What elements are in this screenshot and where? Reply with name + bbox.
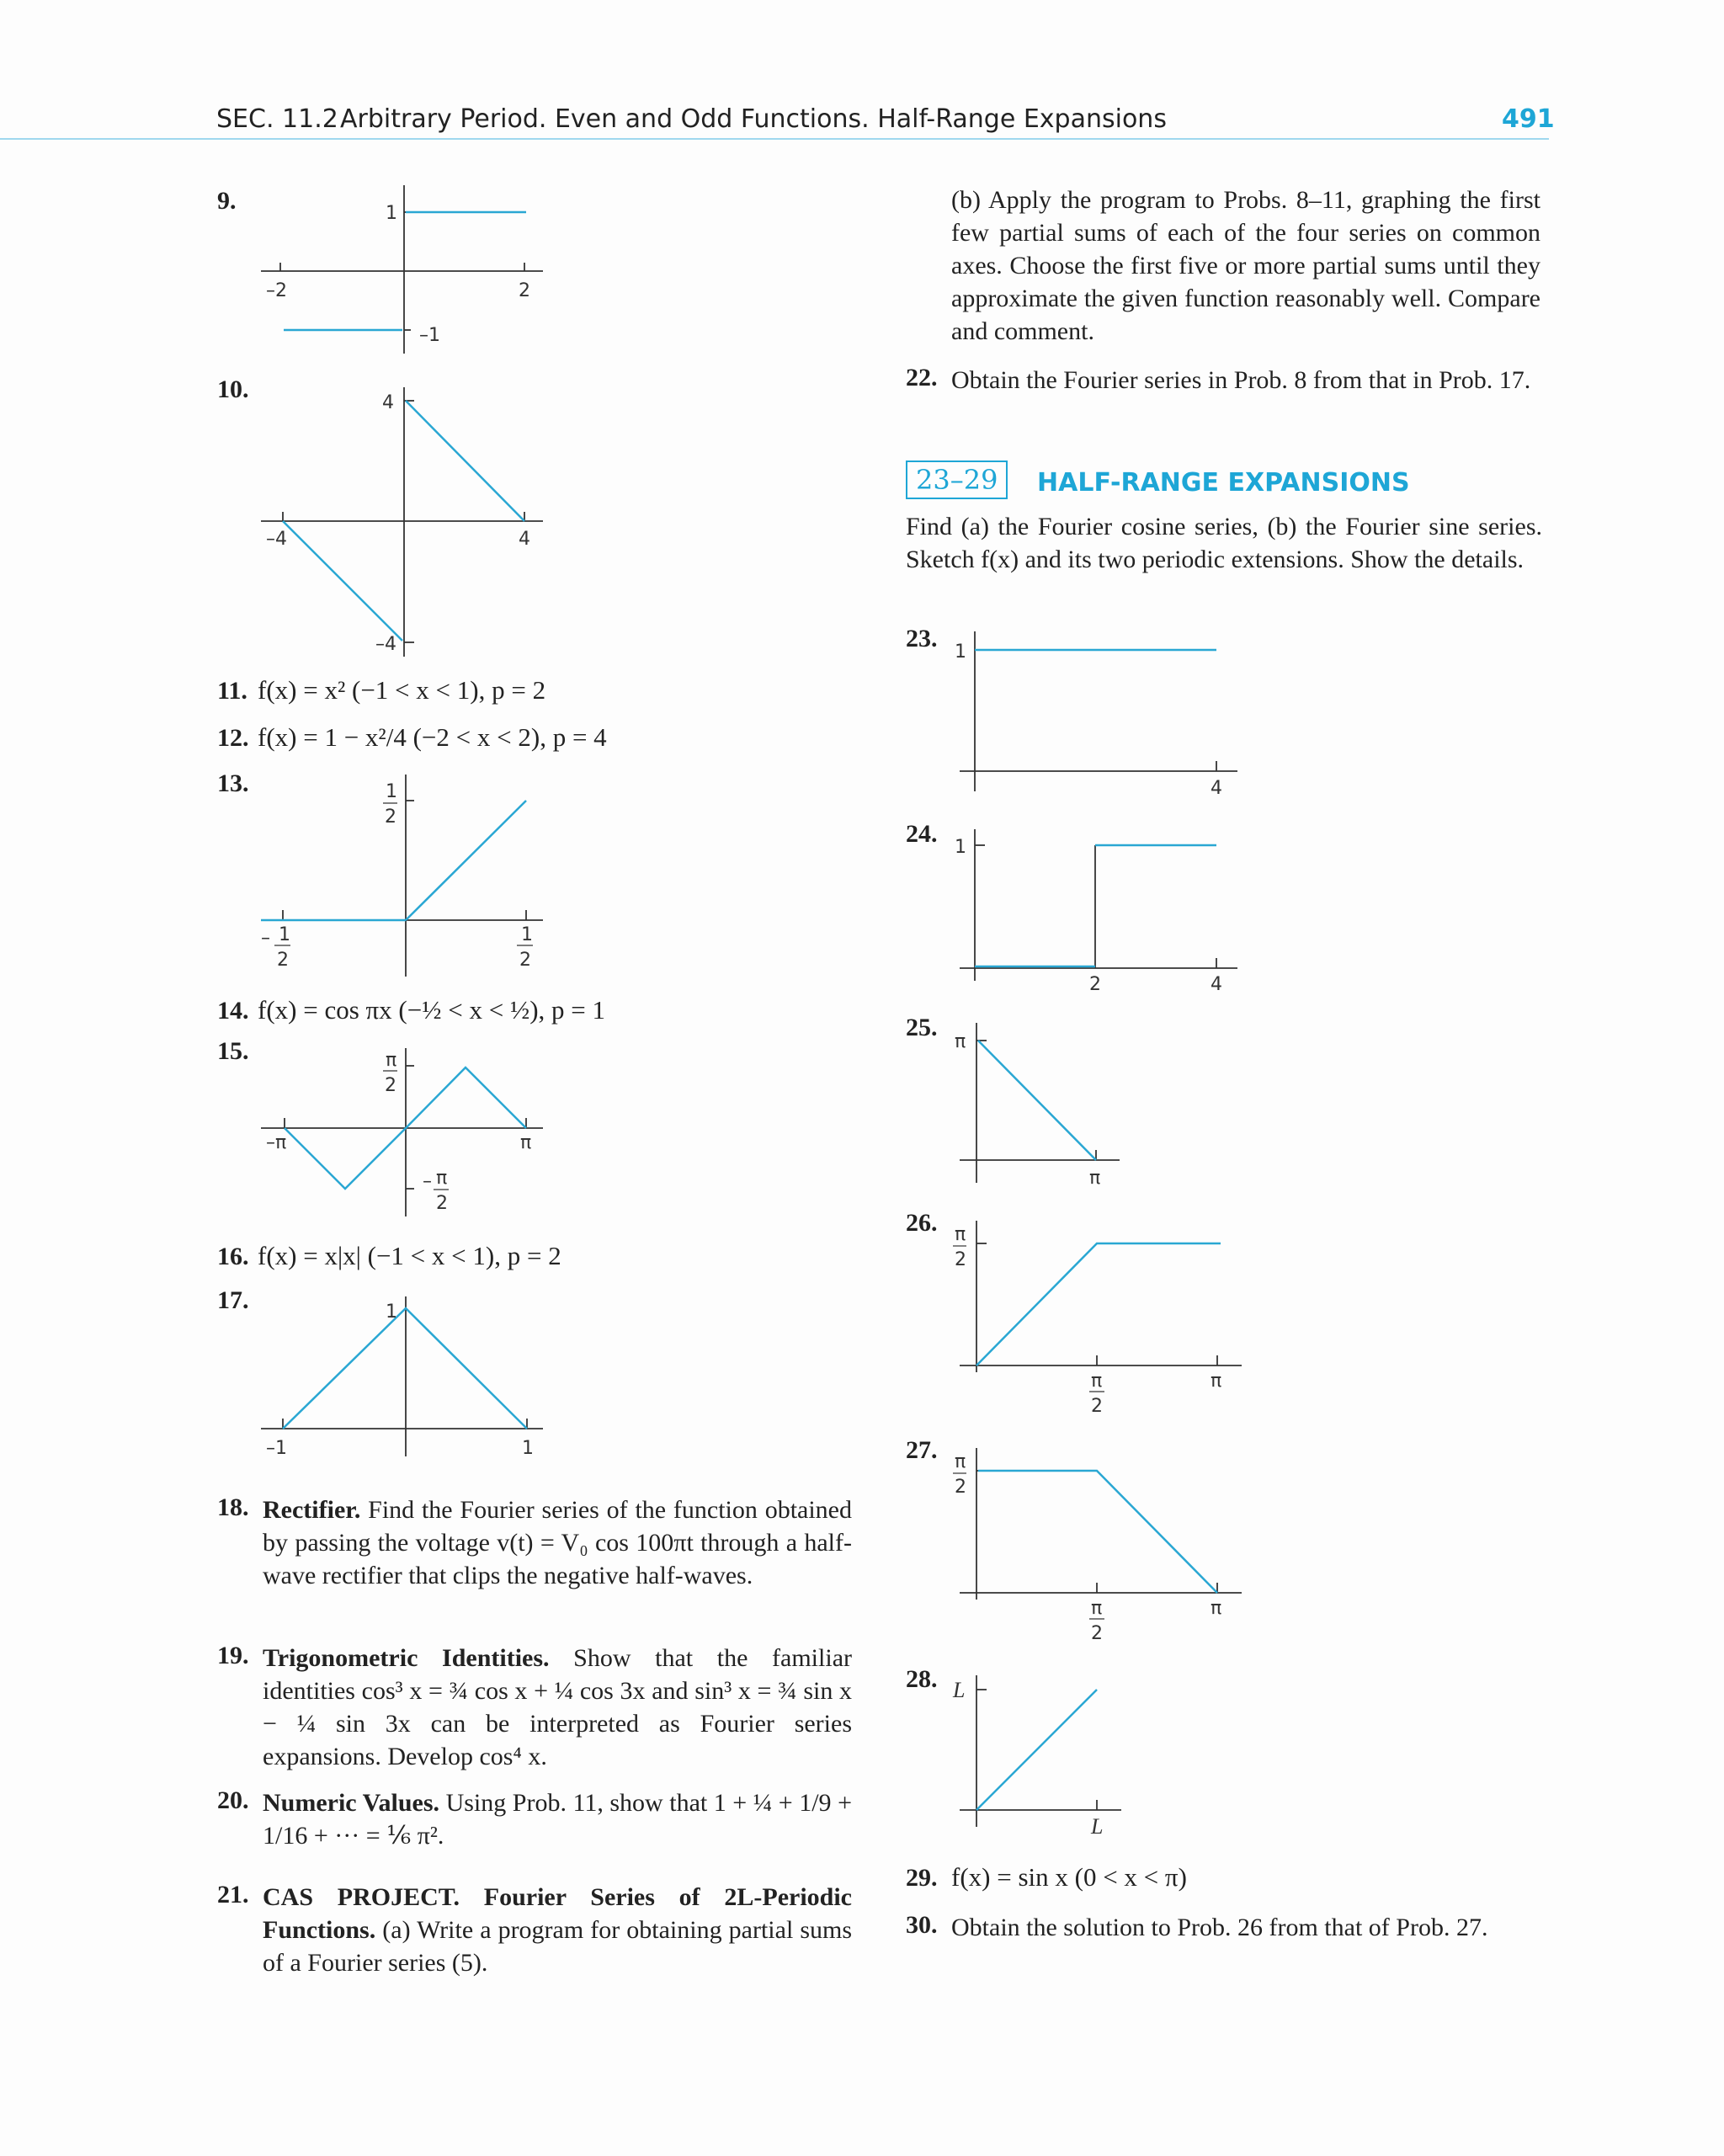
label-x-den: 2 — [1091, 1396, 1103, 1417]
label-x1: 1 — [522, 1438, 534, 1459]
label-xm-num: 1 — [279, 924, 290, 945]
label-xm2: –2 — [266, 280, 287, 301]
problem-17-graph — [253, 1292, 556, 1461]
label-xL: L — [1091, 1814, 1104, 1839]
running-header-title: Arbitrary Period. Even and Odd Functions. Half-Range Expansions — [340, 104, 1167, 134]
label-y-num: π — [955, 1224, 966, 1245]
problem-19 — [263, 1642, 852, 1773]
problem-20-text: Using Prob. 11, show that 1 + ¼ + 1/9 + 1/16 + ··· = ⅙ π². — [263, 1789, 853, 1850]
label-ym-den: 2 — [436, 1193, 448, 1214]
label-y-num: π — [955, 1451, 966, 1472]
problem-17-number: 17. — [217, 1286, 249, 1314]
problem-27-graph — [943, 1444, 1246, 1646]
problem-26-number: 26. — [906, 1209, 938, 1237]
label-x4: 4 — [519, 529, 530, 550]
problem-12-text: f(x) = 1 − x²/4 (−2 < x < 2), p = 4 — [258, 722, 607, 752]
problem-29-text: f(x) = sin x (0 < x < π) — [951, 1862, 1187, 1892]
label-x4: 4 — [1211, 778, 1222, 796]
problem-26-graph — [943, 1216, 1246, 1419]
problem-23-number: 23. — [906, 625, 938, 652]
label-y1: 1 — [386, 1302, 397, 1323]
problem-28-number: 28. — [906, 1665, 938, 1693]
problem-21-number: 21. — [217, 1881, 249, 1908]
problem-25-number: 25. — [906, 1014, 938, 1041]
section-intro: Find (a) the Fourier cosine series, (b) the Fourier sine series. Sketch f(x) and its two periodic extensions. Show the details. — [906, 513, 1542, 573]
descending-line — [978, 1041, 1096, 1160]
label-x-num: π — [1091, 1598, 1103, 1619]
label-y-den: 2 — [385, 1075, 396, 1096]
problem-18-text: Find the Fourier series of the function obtained by passing the voltage v(t) = V₀ cos 100πt through a half-wave rectifier that clips the negative half-waves. — [263, 1496, 852, 1589]
problem-19-number: 19. — [217, 1642, 249, 1669]
problem-10-number: 10. — [217, 375, 249, 403]
problem-21-part-a: (a) Write a program for obtaining partial sums of a Fourier series (5). — [263, 1916, 853, 1977]
problem-28-graph — [943, 1671, 1246, 1839]
problem-16-text: f(x) = x|x| (−1 < x < 1), p = 2 — [258, 1241, 561, 1270]
label-xm: –π — [266, 1132, 287, 1153]
problem-20-title: Numeric Values. — [263, 1789, 440, 1817]
label-x4: 4 — [1211, 974, 1222, 993]
rising-line — [976, 1690, 1097, 1810]
problem-21-part-b: (b) Apply the program to Probs. 8–11, graphing the first few partial sums of each of the four series on common axes. Choose the first five or more partial sums until they approximate the given function reasonably well. Compare and comment. — [951, 186, 1540, 345]
label-y-den: 2 — [955, 1249, 966, 1270]
problem-20 — [263, 1786, 852, 1852]
label-ym1: –1 — [419, 325, 440, 346]
problem-9-number: 9. — [217, 187, 237, 215]
label-xpi: π — [1211, 1598, 1222, 1619]
problem-12-number: 12. — [217, 724, 249, 752]
label-yL: L — [953, 1678, 966, 1702]
header-rule — [0, 138, 1549, 140]
label-xpi: π — [1089, 1168, 1101, 1187]
label-xm-sign: – — [261, 928, 270, 949]
label-xm-den: 2 — [277, 950, 289, 971]
label-ym-sign: – — [423, 1171, 432, 1192]
problem-10-graph — [253, 383, 556, 661]
problem-29-number: 29. — [906, 1864, 938, 1892]
problem-30-text: Obtain the solution to Prob. 26 from that of Prob. 27. — [951, 1914, 1488, 1941]
problem-24-number: 24. — [906, 820, 938, 848]
label-y-den: 2 — [385, 807, 396, 828]
flat-then-descend — [978, 1471, 1217, 1593]
problem-11-text: f(x) = x² (−1 < x < 1), p = 2 — [258, 675, 546, 705]
label-xp-den: 2 — [519, 950, 531, 971]
label-x-den: 2 — [1091, 1623, 1103, 1644]
label-xpi: π — [1211, 1371, 1222, 1392]
problem-25-graph — [943, 1019, 1246, 1187]
label-x2: 2 — [519, 280, 530, 301]
problem-22-text: Obtain the Fourier series in Prob. 8 from that in Prob. 17. — [951, 366, 1531, 394]
problem-22-number: 22. — [906, 364, 938, 391]
problem-13-graph — [253, 770, 556, 981]
problem-30-number: 30. — [906, 1911, 938, 1939]
problem-13-number: 13. — [217, 769, 249, 797]
running-header-section: SEC. 11.2 — [216, 104, 338, 134]
problem-24-graph — [943, 825, 1246, 993]
label-x2: 2 — [1089, 974, 1101, 993]
label-x-num: π — [1091, 1371, 1103, 1392]
label-xp-num: 1 — [521, 924, 533, 945]
ramp-then-flat — [976, 1243, 1221, 1365]
problem-15-graph — [253, 1044, 556, 1221]
problem-27-number: 27. — [906, 1436, 938, 1464]
problem-9-graph — [253, 181, 556, 358]
page-number: 491 — [1502, 104, 1555, 134]
problem-21-title: CAS PROJECT. Fourier Series of 2L-Periodic Functions. — [263, 1883, 852, 1944]
problem-21 — [263, 1881, 852, 1979]
label-ym-num: π — [436, 1168, 448, 1189]
rising-segment — [406, 801, 526, 920]
section-title: HALF-RANGE EXPANSIONS — [1037, 468, 1410, 498]
problem-20-number: 20. — [217, 1786, 249, 1814]
descending-line-left — [283, 521, 402, 641]
label-y-num: π — [386, 1050, 397, 1071]
label-ypi: π — [955, 1031, 966, 1052]
problem-14-text: f(x) = cos πx (−½ < x < ½), p = 1 — [258, 995, 606, 1025]
descending-line-right — [406, 401, 524, 521]
problem-19-text: Show that the familiar identities cos³ x = ¾ cos x + ¼ cos 3x and sin³ x = ¾ sin x − ¼ sin 3x can be interpreted as Fourier series expansions. Develop cos⁴ x. — [263, 1644, 852, 1770]
problem-19-title: Trigonometric Identities. — [263, 1644, 550, 1672]
label-y-den: 2 — [955, 1477, 966, 1498]
problem-11-number: 11. — [217, 677, 247, 705]
section-range-box: 23–29 — [906, 460, 1008, 499]
problem-18-number: 18. — [217, 1493, 249, 1521]
label-xp: π — [520, 1132, 532, 1153]
label-xm1: –1 — [266, 1438, 287, 1459]
label-y1: 1 — [955, 837, 966, 858]
problem-18 — [263, 1493, 852, 1592]
label-y-num: 1 — [386, 781, 397, 802]
label-y4: 4 — [382, 392, 394, 413]
label-xm4: –4 — [266, 529, 287, 550]
problem-15-number: 15. — [217, 1037, 249, 1065]
label-y1: 1 — [955, 641, 966, 663]
triangle-curve — [283, 1308, 527, 1429]
problem-18-title: Rectifier. — [263, 1496, 361, 1524]
problem-23-graph — [943, 627, 1246, 796]
problem-16-number: 16. — [217, 1243, 249, 1270]
label-ym4: –4 — [375, 634, 396, 655]
label-y1: 1 — [386, 203, 397, 224]
problem-14-number: 14. — [217, 997, 249, 1025]
